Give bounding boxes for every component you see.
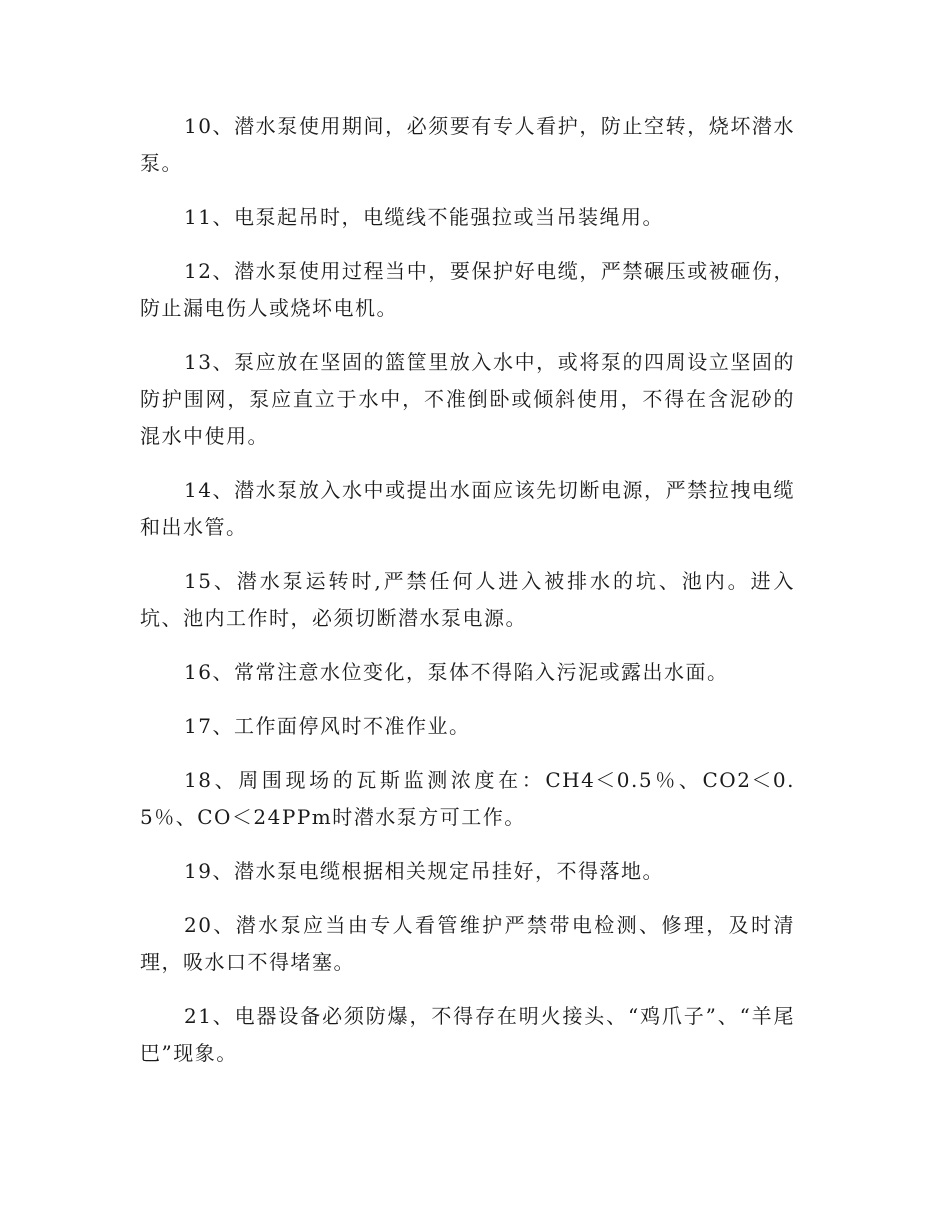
list-item-12: 12、潜水泵使用过程当中，要保护好电缆，严禁碾压或被砸伤，防止漏电伤人或烧坏电机。: [140, 259, 795, 320]
list-item-21: 21、电器设备必须防爆，不得存在明火接头、“鸡爪子”、“羊尾巴”现象。: [140, 1004, 795, 1065]
list-item-20: 20、潜水泵应当由专人看管维护严禁带电检测、修理，及时清理，吸水口不得堵塞。: [140, 913, 795, 974]
list-item-19: 19、潜水泵电缆根据相关规定吊挂好，不得落地。: [184, 859, 664, 883]
list-item-16: 16、常常注意水位变化，泵体不得陷入污泥或露出水面。: [184, 660, 729, 684]
list-item-13: 13、泵应放在坚固的篮筐里放入水中，或将泵的四周设立坚固的防护围网，泵应直立于水中，不准倒卧或倾斜使用，不得在含泥砂的混水中使用。: [140, 350, 795, 448]
list-item-11: 11、电泵起吊时，电缆线不能强拉或当吊装绳用。: [184, 205, 664, 229]
list-item-17: 17、工作面停风时不准作业。: [184, 714, 471, 738]
list-item-10: 10、潜水泵使用期间，必须要有专人看护，防止空转，烧坏潜水泵。: [140, 114, 795, 175]
list-item-18: 18、周围现场的瓦斯监测浓度在：CH4＜0.5％、CO2＜0.5％、CO＜24PPm时潜水泵方可工作。: [140, 768, 795, 829]
document-body: [140, 108, 795, 1089]
list-item-14: 14、潜水泵放入水中或提出水面应该先切断电源，严禁拉拽电缆和出水管。: [140, 478, 795, 539]
list-item-15: 15、潜水泵运转时,严禁任何人进入被排水的坑、池内。进入坑、池内工作时，必须切断潜水泵电源。: [140, 569, 795, 630]
